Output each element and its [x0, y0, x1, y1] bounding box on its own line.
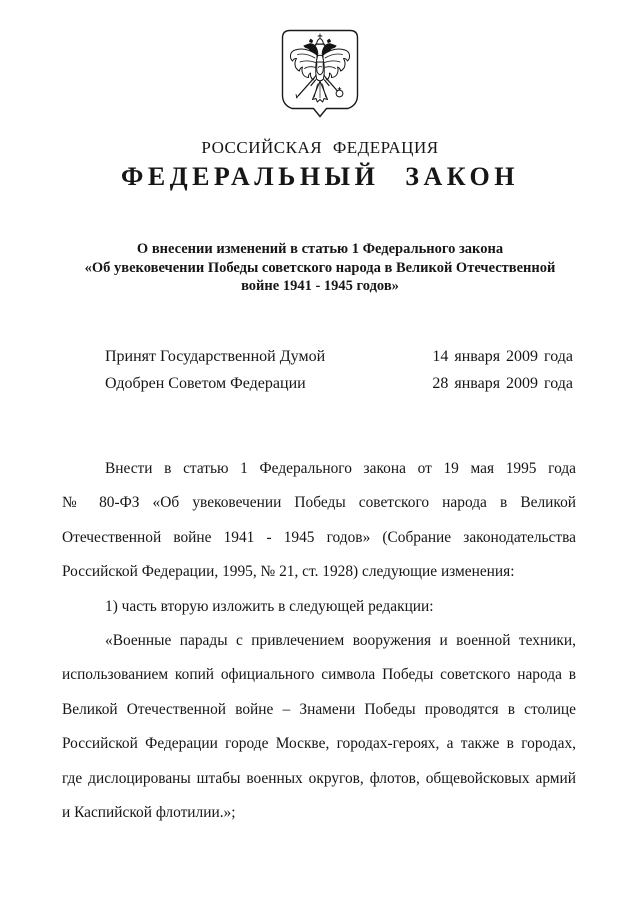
adoption-label-federation-council: Одобрен Советом Федерации [105, 374, 306, 392]
adoption-label-duma: Принят Государственной Думой [105, 347, 326, 365]
adoption-date-federation-council: 28 января 2009 года [432, 374, 573, 392]
body-line: Отечественной войне 1941 - 1945 годов» (Собрание законодательства [62, 528, 576, 546]
adoption-row-duma [105, 343, 573, 370]
russia-coat-of-arms-icon [281, 29, 359, 119]
law-title-line-1: О внесении изменений в статью 1 Федерального закона [136, 241, 504, 257]
body-line: № 80-ФЗ «Об увековечении Победы советского народа в Великой [62, 494, 576, 512]
law-title [0, 240, 640, 296]
law-title-line-2: «Об увековечении Победы советского народа в Великой Отечественной [84, 259, 556, 276]
body-line: где дислоцированы штабы военных округов, флотов, общевойсковых армий [62, 769, 576, 787]
adoption-block [105, 343, 573, 397]
law-title-line-3: войне 1941 - 1945 годов» [241, 278, 399, 295]
body-line: 1) часть вторую изложить в следующей редакции: [105, 597, 434, 615]
body-line: и Каспийской флотилии.»; [62, 803, 236, 821]
adoption-date-duma: 14 января 2009 года [432, 347, 573, 365]
country-name: РОССИЙСКАЯ ФЕДЕРАЦИЯ [201, 138, 439, 157]
body-line: Российской Федерации городе Москве, городах-героях, а также в городах, [62, 735, 576, 753]
law-body [62, 452, 576, 830]
body-line: «Военные парады с привлечением вооружения и военной техники, [105, 631, 576, 649]
body-line: Российской Федерации, 1995, № 21, ст. 1928) следующие изменения: [62, 563, 515, 581]
body-line: Внести в статью 1 Федерального закона от 19 мая 1995 года [105, 460, 576, 477]
body-line: использованием копий официального символа Победы советского народа в [62, 666, 576, 684]
adoption-row-federation-council [105, 370, 573, 397]
body-line: Великой Отечественной войне – Знамени Победы проводятся в столице [62, 700, 576, 718]
document-type-heading: ФЕДЕРАЛЬНЫЙ ЗАКОН [121, 162, 519, 191]
